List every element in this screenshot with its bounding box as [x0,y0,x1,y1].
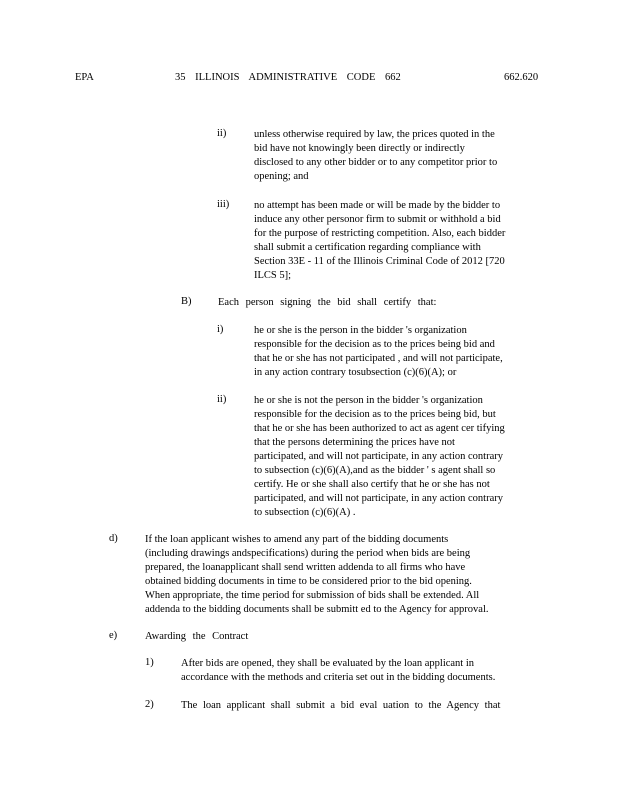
text-line: ILCS 5]; [254,270,292,281]
text-line: he or she is the person in the bidder 's organization [254,325,467,336]
item-label: ii) [217,394,227,405]
paragraph-text [254,324,530,380]
item-label: i) [217,324,224,335]
text-line: obtained bidding documents in time to be considered prior to the bid opening. [145,576,472,587]
section-heading [145,630,345,644]
paragraph-text [145,533,530,617]
text-line: that he or she has been authorized to act as agent cer tifying [254,423,505,434]
text-line: to subsection (c)(6)(A),and as the bidder ' s agent shall so [254,465,496,476]
text-line: responsible for the decision as to the prices being bid and [254,339,495,350]
text-line: (including drawings andspecifications) during the period when bids are being [145,548,471,559]
text-line: unless otherwise required by law, the prices quoted in the [254,129,495,140]
text-line: that the persons determining the prices have not [254,437,455,448]
paragraph-text [254,394,536,520]
text-line: he or she is not the person in the bidder 's organization [254,395,483,406]
text-line: When appropriate, the time period for submission of bids shall be extended. All [145,590,480,601]
item-label: 2) [145,699,154,710]
text-line: no attempt has been made or will be made by the bidder to [254,200,501,211]
text-line: opening; and [254,171,309,182]
item-label: d) [109,533,118,544]
text-line: to subsection (c)(6)(A) . [254,507,356,518]
text-line: disclosed to any other bidder or to any competitor prior to [254,157,498,168]
paragraph-text [254,199,536,283]
text-line: After bids are opened, they shall be evaluated by the loan applicant in [181,658,475,669]
text-line: that he or she has not participated , and will not participate, [254,353,503,364]
text-line: prepared, the loanapplicant shall send written addenda to all firms who have [145,562,466,573]
text-line: responsible for the decision as to the prices being bid, but [254,409,496,420]
header-agency: EPA [75,72,94,83]
item-label: ii) [217,128,227,139]
paragraph-text [218,296,518,310]
item-label: e) [109,630,118,641]
item-label: B) [181,296,192,307]
text-line: induce any other personor firm to submit or withhold a bid [254,214,501,225]
header-title: 35 ILLINOIS ADMINISTRATIVE CODE 662 [175,72,401,83]
text-line: bid have not knowingly been directly or indirectly [254,143,465,154]
text-line: Awarding the Contract [145,631,249,642]
paragraph-text [254,128,530,184]
text-line: accordance with the methods and criteria set out in the bidding documents. [181,672,496,683]
text-line: participated, and will not participate, in any action contrary [254,451,503,462]
header-section-number: 662.620 [504,72,539,83]
text-line: addenda to the bidding documents shall be submitt ed to the Agency for approval. [145,604,489,615]
text-line: participated, and will not participate, in any action contrary [254,493,503,504]
text-line: Each person signing the bid shall certify that: [218,297,437,308]
text-line: shall submit a certification regarding compliance with [254,242,481,253]
text-line: for the purpose of restricting competition. Also, each bidder [254,228,506,239]
text-line: Section 33E - 11 of the Illinois Criminal Code of 2012 [720 [254,256,505,267]
text-line: If the loan applicant wishes to amend any part of the bidding documents [145,534,449,545]
paragraph-text [181,657,531,685]
text-line: certify. He or she shall also certify that he or she has not [254,479,490,490]
item-label: iii) [217,199,230,210]
item-label: 1) [145,657,154,668]
paragraph-text [181,699,521,713]
text-line: The loan applicant shall submit a bid eval uation to the Agency that [181,700,501,711]
text-line: in any action contrary tosubsection (c)(6)(A); or [254,367,457,378]
